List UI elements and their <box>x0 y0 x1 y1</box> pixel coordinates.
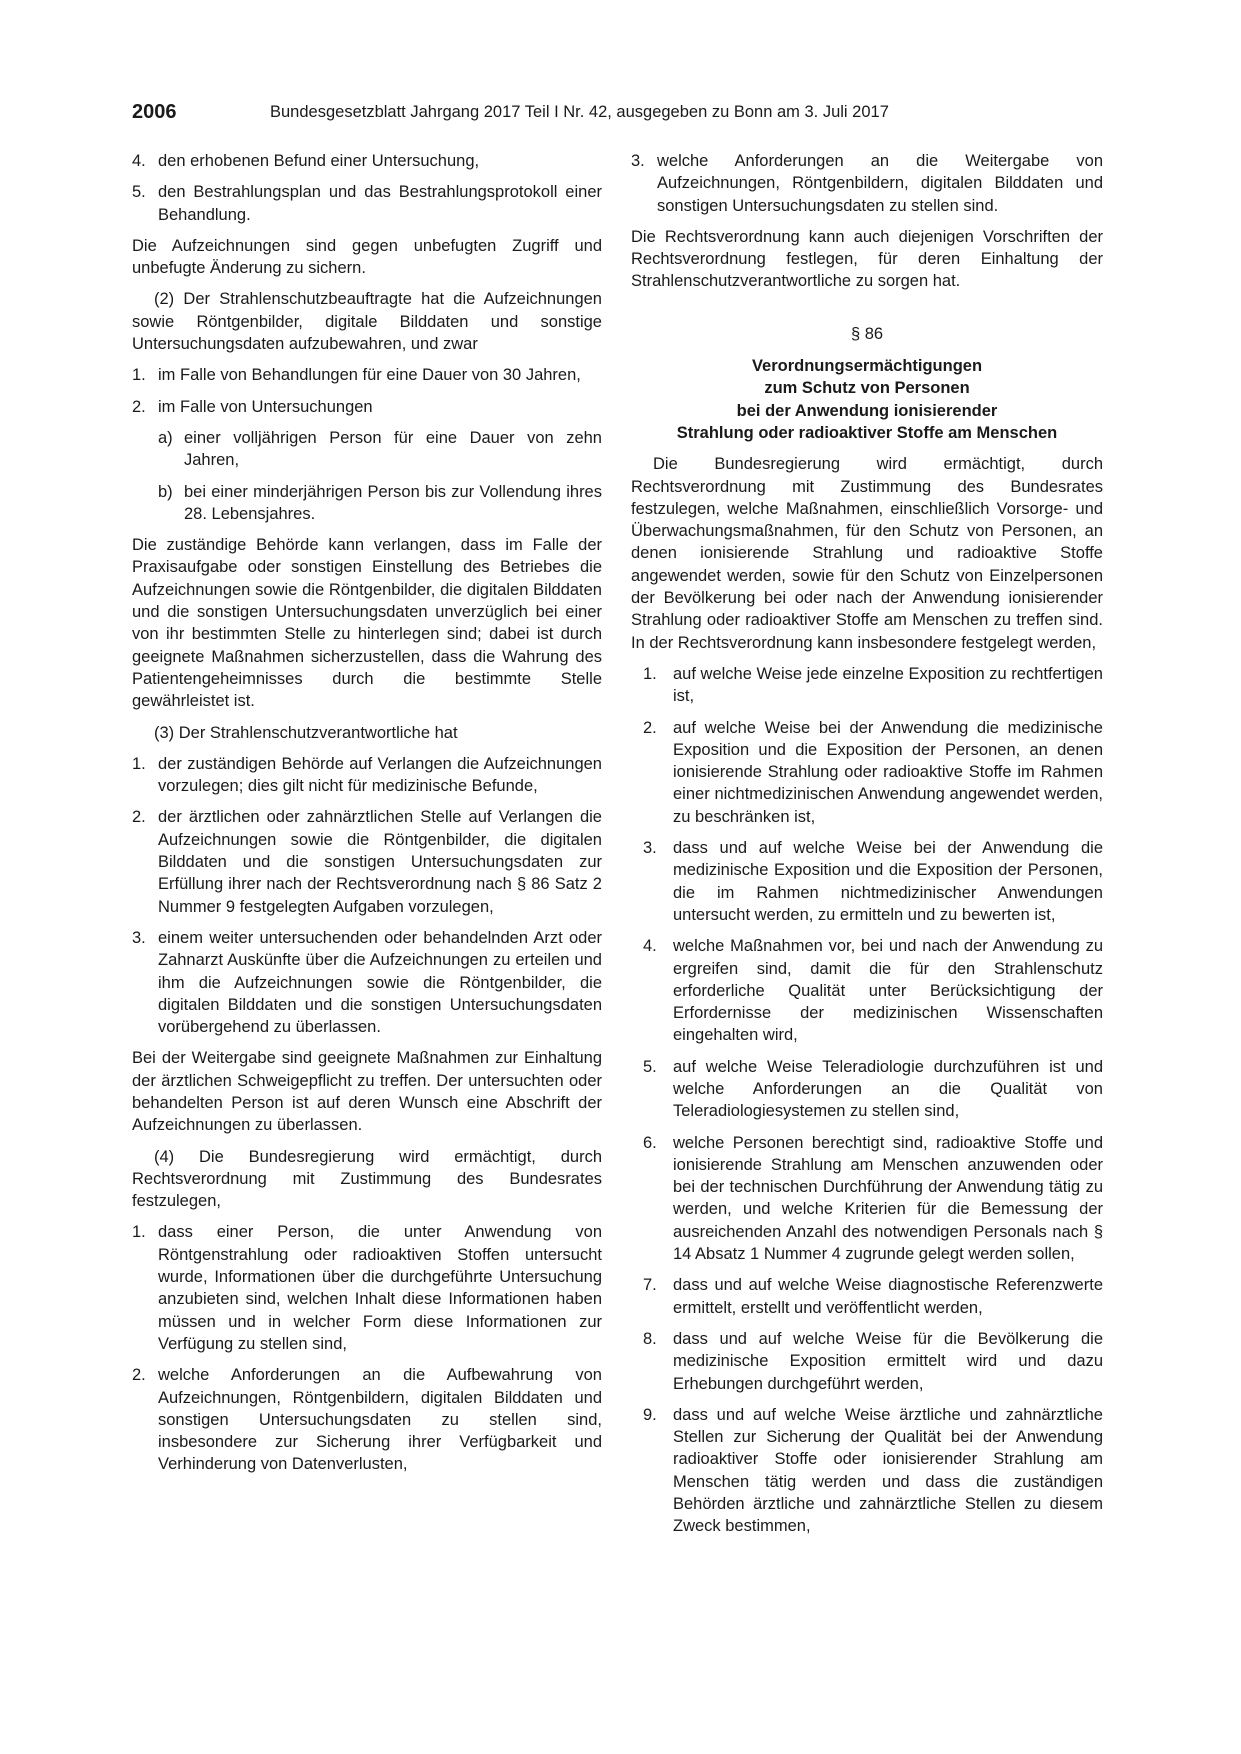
sub-item-text: einer volljährigen Person für eine Dauer von zehn Jahren, <box>184 428 602 470</box>
paragraph: Die Aufzeichnungen sind gegen unbefugten Zugriff und unbefugte Änderung zu sichern. <box>132 236 602 278</box>
paragraph-intro: Die Bundesregierung wird ermächtigt, durch Rechtsverordnung mit Zustimmung des Bundesrates festzulegen, welche Maßnahmen, einschließlich Vorsorge- und Überwachungsmaßnahmen, für den Schutz von Personen, an denen ionisierende Strahlung und radioaktive Stoffe angewendet werden, sowie für den Schutz von Einzelpersonen der Bevölkerung bei oder nach der Anwendung ionisierender Strahlung oder radioaktiver Stoffe am Menschen zu treffen sind. In der Rechtsverordnung kann insbesondere festgelegt werden, <box>631 455 1103 652</box>
list-item <box>643 837 1103 926</box>
list-item <box>132 753 602 798</box>
item-number: 1. <box>643 664 657 683</box>
paragraph-2: (2) Der Strahlenschutzbeauftragte hat die Aufzeichnungen sowie Röntgenbilder, digitale Bilddaten und sonstige Untersuchungsdaten aufzubewahren, und zwar <box>132 290 602 354</box>
item-text: welche Anforderungen an die Aufbewahrung von Aufzeichnungen, Röntgenbildern, digitalen Bilddaten und sonstigen Untersuchungsdaten zu stellen sind, insbesondere zur Sicherung ihrer Verfügbarkeit und Verhinderung von Datenverlusten, <box>158 1366 602 1474</box>
item-number: 8. <box>643 1329 657 1348</box>
list-item <box>132 927 602 1038</box>
section-heading-line: zum Schutz von Personen <box>764 379 970 398</box>
item-number: 4. <box>132 152 146 170</box>
item-number: 3. <box>132 928 146 947</box>
item-number: 2. <box>132 1366 146 1385</box>
list-item <box>643 1328 1103 1395</box>
item-text: auf welche Weise Teleradiologie durchzuführen ist und welche Anforderungen an die Qualität von Teleradiologiesystemen zu stellen sind, <box>673 1057 1103 1121</box>
item-number: 3. <box>643 839 657 858</box>
item-text: den Bestrahlungsplan und das Bestrahlungsprotokoll einer Behandlung. <box>158 183 602 224</box>
section-86-list <box>631 663 1103 1538</box>
item-number: 7. <box>643 1276 657 1295</box>
item-number: 1. <box>132 754 146 773</box>
header-title: Bundesgesetzblatt Jahrgang 2017 Teil I Nr. 42, ausgegeben zu Bonn am 3. Juli 2017 <box>270 103 889 121</box>
list-item <box>643 1404 1103 1538</box>
sub-item-text: bei einer minderjährigen Person bis zur Vollendung ihres 28. Lebensjahres. <box>184 482 602 523</box>
item-number: 1. <box>132 366 146 385</box>
item-number: 2. <box>132 808 146 827</box>
item-text: auf welche Weise jede einzelne Exposition zu rechtfertigen ist, <box>673 664 1103 706</box>
paragraph: Bei der Weitergabe sind geeignete Maßnahmen zur Einhaltung der ärztlichen Schweigepflicht zu treffen. Der untersuchten oder behandelten Person ist auf deren Wunsch eine Abschrift der Aufzeichnungen zu überlassen. <box>132 1049 602 1135</box>
item-number: 3. <box>631 152 645 170</box>
item-number: 2. <box>132 397 146 416</box>
paragraph: Die zuständige Behörde kann verlangen, dass im Falle der Praxisaufgabe oder sonstigen Einstellung des Betriebes die Aufzeichnungen sowie die Röntgenbilder, die digitalen Bilddaten und die sonstigen Untersuchungsdaten unverzüglich bei einer von ihr bestimmten Stelle zu hinterlegen sind; dabei ist durch geeignete Maßnahmen sicherzustellen, dass die Wahrung des Patientengeheimnisses durch die bestimmte Stelle gewährleistet ist. <box>132 536 602 711</box>
list-item <box>132 1221 602 1355</box>
list-item <box>631 150 1103 217</box>
paragraph-4: (4) Die Bundesregierung wird ermächtigt, durch Rechtsverordnung mit Zustimmung des Bundesrates festzulegen, <box>132 1147 602 1211</box>
sub-item-letter: a) <box>158 428 173 447</box>
item-text: dass einer Person, die unter Anwendung von Röntgenstrahlung oder radioaktiven Stoffen untersucht wurde, Informationen über die durchgeführte Untersuchung anzubieten sind, welchen Inhalt diese Informationen haben müssen und in welcher Form diese Informationen zur Verfügung zu stellen sind, <box>158 1223 602 1353</box>
section-heading-line: bei der Anwendung ionisierender <box>736 401 998 420</box>
paragraph-3: (3) Der Strahlenschutzverantwortliche hat <box>154 723 458 742</box>
list-item <box>643 717 1103 828</box>
item-text: im Falle von Untersuchungen <box>158 397 373 416</box>
list-item <box>132 150 602 172</box>
item-number: 4. <box>643 937 657 956</box>
list-item <box>643 1274 1103 1319</box>
item-number: 9. <box>643 1405 657 1424</box>
list-item <box>643 935 1103 1046</box>
list-item <box>132 181 602 226</box>
list-item <box>132 806 602 917</box>
item-number: 1. <box>132 1223 146 1242</box>
list-item <box>643 1056 1103 1123</box>
section-heading-line: Verordnungsermächtigungen <box>751 357 983 376</box>
paragraph: Die Rechtsverordnung kann auch diejenigen Vorschriften der Rechtsverordnung festlegen, für deren Einhaltung der Strahlenschutzverantwortliche zu sorgen hat. <box>631 227 1103 291</box>
item-text: auf welche Weise bei der Anwendung die medizinische Exposition und die Exposition der Personen, an denen ionisierende Strahlung oder radioaktive Stoffe im Rahmen einer nichtmedizinischen Anwendung angewendet werden, zu beschränken ist, <box>673 718 1103 826</box>
item-text: welche Maßnahmen vor, bei und nach der Anwendung zu ergreifen sind, damit die für den Strahlenschutz erforderliche Qualität unter Berücksichtigung der Erfordernisse der medizinischen Wissenschaften eingehalten wird, <box>673 937 1103 1045</box>
item-number: 5. <box>132 183 146 202</box>
sub-item-letter: b) <box>158 482 173 501</box>
item-text: der zuständigen Behörde auf Verlangen die Aufzeichnungen vorzulegen; dies gilt nicht für medizinische Befunde, <box>158 754 602 796</box>
sub-item <box>132 427 602 472</box>
section-number: § 86 <box>850 324 884 343</box>
sub-item <box>132 481 602 526</box>
item-text: dass und auf welche Weise diagnostische Referenzwerte ermittelt, erstellt und veröffentlicht werden, <box>673 1276 1103 1317</box>
right-column <box>631 150 1103 1547</box>
item-text: der ärztlichen oder zahnärztlichen Stelle auf Verlangen die Aufzeichnungen sowie die Röntgenbilder, die digitalen Bilddaten und die sonstigen Untersuchungsdaten zur Erfüllung ihrer nach der Rechtsverordnung nach § 86 Satz 2 Nummer 9 festgelegten Aufgaben vorzulegen, <box>158 808 602 916</box>
item-text: im Falle von Behandlungen für eine Dauer von 30 Jahren, <box>158 366 581 385</box>
item-text: dass und auf welche Weise für die Bevölkerung die medizinische Exposition ermittelt wird und dazu Erhebungen durchgeführt werden, <box>673 1329 1103 1393</box>
page-number: 2006 <box>132 101 177 123</box>
section-heading-line: Strahlung oder radioaktiver Stoffe am Menschen <box>676 423 1058 442</box>
list-item <box>132 364 602 386</box>
left-column <box>132 150 602 1485</box>
list-item <box>643 1132 1103 1266</box>
list-item <box>132 1364 602 1475</box>
item-number: 5. <box>643 1057 657 1076</box>
item-number: 2. <box>643 718 657 737</box>
page-header <box>132 101 1112 125</box>
section-heading <box>631 355 1103 444</box>
item-number: 6. <box>643 1133 657 1152</box>
item-text: dass und auf welche Weise ärztliche und zahnärztliche Stellen zur Sicherung der Qualität bei der Anwendung radioaktiver Stoffe oder ionisierender Strahlung am Menschen tätig werden und dass die zuständigen Behörden ärztliche und zahnärztliche Stellen zu diesem Zweck bestimmen, <box>673 1405 1103 1536</box>
list-item <box>132 396 602 418</box>
item-text: einem weiter untersuchenden oder behandelnden Arzt oder Zahnarzt Auskünfte über die Aufzeichnungen zu erteilen und ihm die Aufzeichnungen sowie die Röntgenbilder, die digitalen Bilddaten und die sonstigen Untersuchungsdaten vorübergehend zu überlassen. <box>158 928 602 1037</box>
item-text: dass und auf welche Weise bei der Anwendung die medizinische Exposition und die Exposition der Personen, die im Rahmen nichtmedizinischer Anwendungen untersucht werden, zu ermitteln und zu bewerten ist, <box>673 839 1103 924</box>
list-item <box>643 663 1103 708</box>
item-text: welche Personen berechtigt sind, radioaktive Stoffe und ionisierende Strahlung am Menschen anzuwenden oder bei der technischen Durchführung der Anwendung tätig zu werden, und welche Kriterien für die Bemessung der ausreichenden Anzahl des notwendigen Personals nach § 14 Absatz 1 Nummer 4 zugrunde gelegt werden sollen, <box>673 1133 1103 1264</box>
item-text: welche Anforderungen an die Weitergabe von Aufzeichnungen, Röntgenbildern, digitalen Bilddaten und sonstigen Untersuchungsdaten zu stellen sind. <box>657 152 1103 215</box>
item-text: den erhobenen Befund einer Untersuchung, <box>158 152 480 170</box>
